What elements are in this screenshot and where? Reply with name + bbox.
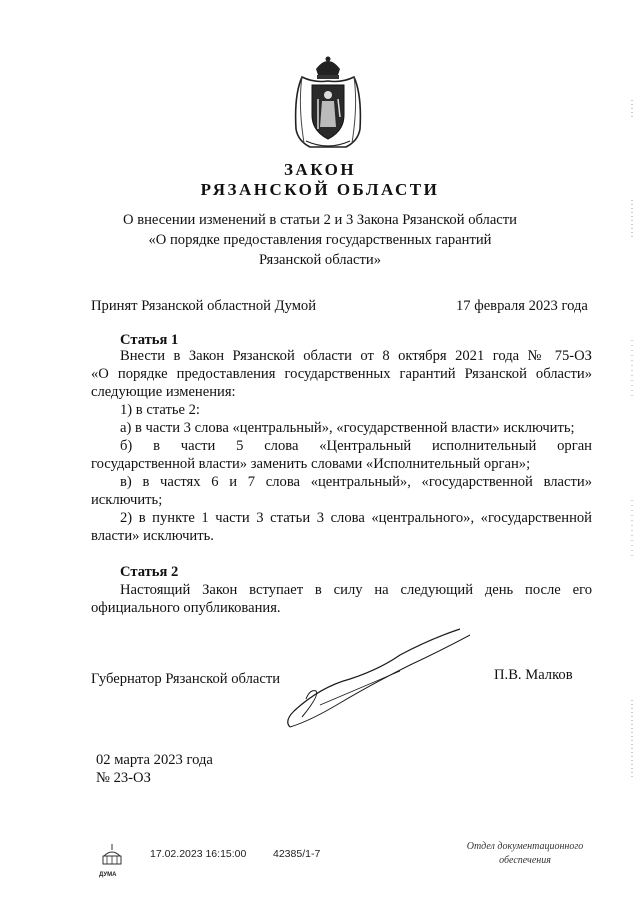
article1-line: 2) в пункте 1 части 3 статьи 3 слова «центрального», «государственной <box>120 510 592 526</box>
article1-line: а) в части 3 слова «центральный», «государственной власти» исключить; <box>120 420 575 436</box>
article1-line: «О порядке предоставления государственных гарантий Рязанской области» <box>91 366 592 382</box>
stamp-line: обеспечения <box>499 855 551 866</box>
stamp-line: Отдел документационного <box>466 841 584 852</box>
adopted-by: Принят Рязанской областной Думой <box>91 298 317 314</box>
coat-of-arms-icon <box>288 55 368 153</box>
article1-heading: Статья 1 <box>120 332 179 348</box>
governor-name: П.В. Малков <box>494 667 573 683</box>
footer-timestamp: 17.02.2023 16:15:00 <box>150 848 247 860</box>
duma-logo-icon <box>98 842 126 872</box>
scan-edge-marks <box>628 80 636 880</box>
governor-position: Губернатор Рязанской области <box>91 671 281 687</box>
registration-date: 02 марта 2023 года <box>96 752 213 768</box>
department-stamp <box>445 840 605 868</box>
article1-line: государственной власти» заменить словами «Исполнительный орган»; <box>91 456 531 472</box>
document-type-line1: ЗАКОН <box>283 160 357 179</box>
article2-line: официального опубликования. <box>91 600 281 616</box>
article2-heading: Статья 2 <box>120 564 179 580</box>
article1-line: в) в частях 6 и 7 слова «центральный», «государственной власти» <box>120 474 592 490</box>
document-subject <box>120 210 520 270</box>
article2-line: Настоящий Закон вступает в силу на следующий день после его <box>120 582 592 598</box>
footer-reg-code: 42385/1-7 <box>273 848 321 860</box>
article1-line: исключить; <box>91 492 163 508</box>
article1-line: следующие изменения: <box>91 384 236 400</box>
article1-line: Внести в Закон Рязанской области от 8 октября 2021 года № 75-ОЗ <box>120 348 592 364</box>
handwritten-signature <box>280 625 480 735</box>
subject-line: О внесении изменений в статьи 2 и 3 Закона Рязанской области <box>123 212 517 228</box>
duma-logo-text: ДУМА <box>99 872 117 878</box>
subject-line: Рязанской области» <box>259 252 381 268</box>
article1-line: б) в части 5 слова «Центральный исполнительный орган <box>120 438 592 454</box>
adopted-date: 17 февраля 2023 года <box>456 298 588 314</box>
subject-line: «О порядке предоставления государственных гарантий <box>148 232 492 248</box>
article1-line: власти» исключить. <box>91 528 214 544</box>
document-type-line2: РЯЗАНСКОЙ ОБЛАСТИ <box>200 180 440 199</box>
article1-line: 1) в статье 2: <box>120 402 200 418</box>
registration-number: № 23-ОЗ <box>96 770 151 786</box>
